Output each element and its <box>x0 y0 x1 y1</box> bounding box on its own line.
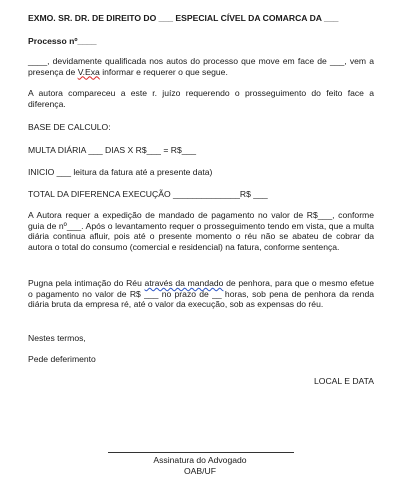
multa-line: MULTA DIÁRIA ___ DIAS X R$___ = R$___ <box>28 145 197 155</box>
signature-line <box>108 452 294 453</box>
base-calculo-label: BASE DE CALCULO: <box>28 122 111 132</box>
processo-number: Processo nº____ <box>28 36 97 46</box>
intro-text-part2: informar e requerer o que segue. <box>99 66 228 77</box>
signature-name: Assinatura do Advogado <box>153 455 247 465</box>
pugna-highlight: através da mandado <box>144 278 224 288</box>
intro-paragraph <box>28 56 374 77</box>
pugna-text-part1: Pugna pela intimação do Réu <box>28 278 145 288</box>
local-data: LOCAL E DATA <box>313 376 374 386</box>
signature-oab: OAB/UF <box>184 466 216 476</box>
document-header: EXMO. SR. DR. DE DIREITO DO ___ ESPECIAL CÍVEL DA COMARCA DA ___ <box>28 13 339 23</box>
requer-paragraph: A Autora requer a expedição de mandado de pagamento no valor de R$___, conforme guia de nº___. Após o levantamento requer o prosseguimento tendo em vista, que a multa diária continua afluir, pois até o presente momento o réu não se abateu de cobrar da autora o total do consumo (comercial e residencial) na fatura, conforme sentença. <box>28 210 374 252</box>
nestes-termos: Nestes termos, <box>28 333 86 343</box>
pede-deferimento: Pede deferimento <box>28 354 96 364</box>
autora-paragraph: A autora compareceu a este r. juízo requerendo o prosseguimento do feito face a diferença. <box>28 88 374 109</box>
vexa-abbreviation: V.Exa <box>77 66 100 77</box>
inicio-line: INICIO ___ leitura da fatura até a presente data) <box>28 167 213 177</box>
total-line: TOTAL DA DIFERENCA EXECUÇÃO ______________R$ ___ <box>28 189 268 199</box>
intro-text-part1: ____, devidamente qualificada nos autos do processo que move em face de ___, vem a presença de <box>28 56 374 77</box>
pugna-paragraph <box>28 278 374 310</box>
pugna-text-part2: de penhora, para que o mesmo efetue o pagamento no valor de R$ ___ no prazo de __ horas, sob pena de penhora da renda diária bruta da empresa ré, até o valor da execução, sob as expensas do réu. <box>28 278 375 310</box>
